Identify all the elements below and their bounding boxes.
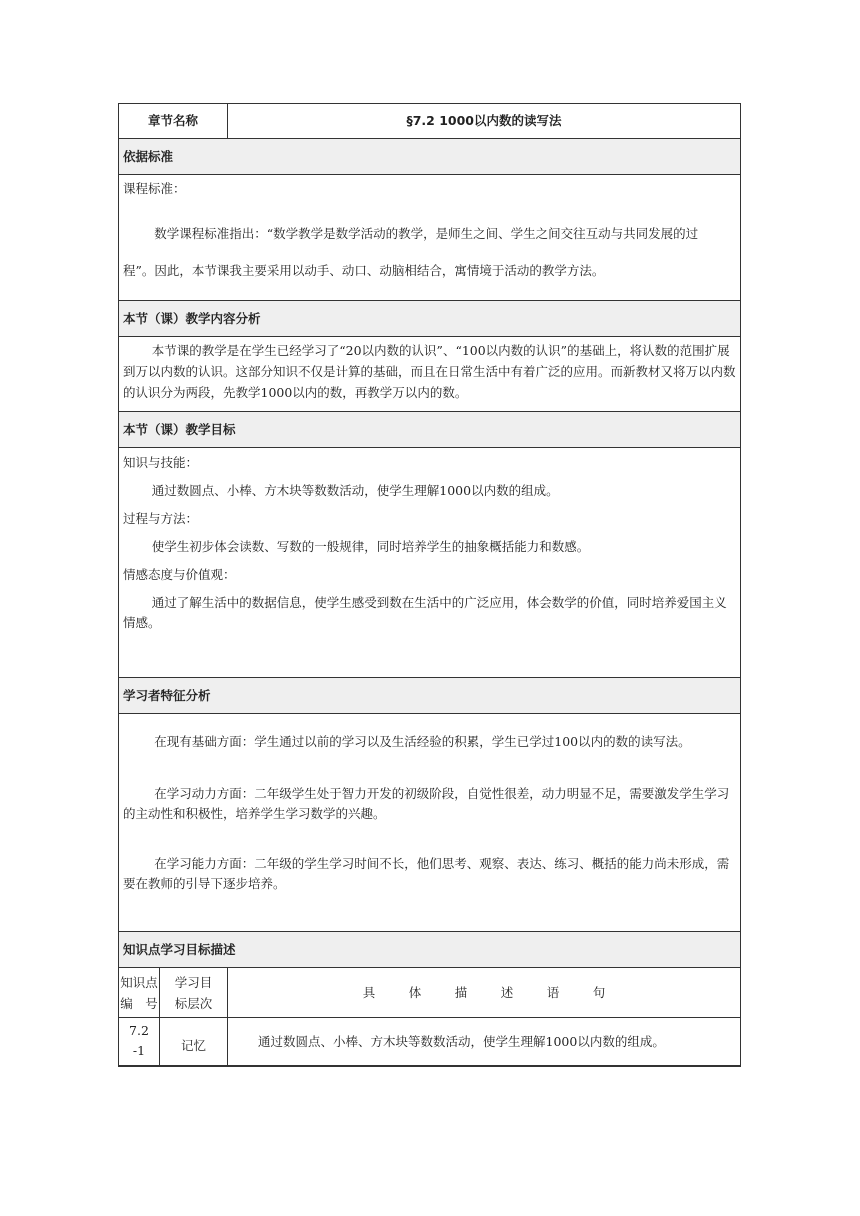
objectives-heading: 本节（课）教学目标 xyxy=(119,411,740,447)
knowledge-level-cell: 记忆 xyxy=(160,1018,228,1065)
objective-label-knowledge: 知识与技能： xyxy=(123,455,199,470)
standard-line-1: 数学课程标准指出：“数学教学是数学活动的教学，是师生之间、学生之间交往互动与共同发展的过 xyxy=(154,226,699,241)
chapter-title: §7.2 1000以内数的读写法 xyxy=(406,113,562,128)
objective-text-knowledge: 通过数圆点、小棒、方木块等数数活动，使学生理解1000以内数的组成。 xyxy=(151,483,559,498)
knowledge-heading: 知识点学习目标描述 xyxy=(119,931,740,967)
table-row xyxy=(119,1017,740,1065)
content-analysis-section xyxy=(119,336,740,411)
standard-section xyxy=(119,174,740,300)
col-target-level: 学习目 标层次 xyxy=(160,968,228,1017)
knowledge-desc-cell: 通过数圆点、小棒、方木块等数数活动，使学生理解1000以内数的组成。 xyxy=(258,1034,665,1049)
objective-label-emotion: 情感态度与价值观： xyxy=(123,567,236,582)
learner-section xyxy=(119,713,740,931)
objectives-section xyxy=(119,447,740,677)
chapter-row xyxy=(119,104,740,138)
standard-label: 课程标准： xyxy=(123,181,186,196)
learner-paragraph-2: 在学习动力方面：二年级学生处于智力开发的初级阶段，自觉性很差，动力明显不足，需要激发学生学习的主动性和积极性，培养学生学习数学的兴趣。 xyxy=(123,786,730,821)
chapter-label: 章节名称 xyxy=(119,104,228,138)
learner-heading: 学习者特征分析 xyxy=(119,677,740,713)
content-analysis-text: 本节课的教学是在学生已经学习了“20以内数的认识”、“100以内数的认识”的基础上，将认数的范围扩展到万以内数的认识。这部分知识不仅是计算的基础，而且在日常生活中有着广泛的应用。而新教材又将万以内数的认识分为两段，先教学1000以内的数，再教学万以内的数。 xyxy=(123,343,736,400)
knowledge-table-header xyxy=(119,967,740,1017)
content-analysis-heading: 本节（课）教学内容分析 xyxy=(119,300,740,336)
col-knowledge-id: 知识点 编 号 xyxy=(119,968,160,1017)
knowledge-id-cell: 7.2 -1 xyxy=(119,1018,160,1065)
objective-text-process: 使学生初步体会读数、写数的一般规律，同时培养学生的抽象概括能力和数感。 xyxy=(151,539,590,554)
learner-paragraph-3: 在学习能力方面：二年级的学生学习时间不长，他们思考、观察、表达、练习、概括的能力尚未形成，需要在教师的引导下逐步培养。 xyxy=(123,856,730,891)
objective-label-process: 过程与方法： xyxy=(123,511,199,526)
learner-paragraph-1: 在现有基础方面：学生通过以前的学习以及生活经验的积累，学生已学过100以内的数的读写法。 xyxy=(154,734,691,749)
standard-line-2: 程”。因此，本节课我主要采用以动手、动口、动脑相结合，寓情境于活动的教学方法。 xyxy=(123,263,605,278)
lesson-plan-table xyxy=(118,103,741,1067)
col-description: 具 体 描 述 语 句 xyxy=(362,985,606,1000)
objective-text-emotion: 通过了解生活中的数据信息，使学生感受到数在生活中的广泛应用，体会数学的价值，同时培养爱国主义情感。 xyxy=(123,595,727,630)
standard-heading: 依据标准 xyxy=(119,138,740,174)
